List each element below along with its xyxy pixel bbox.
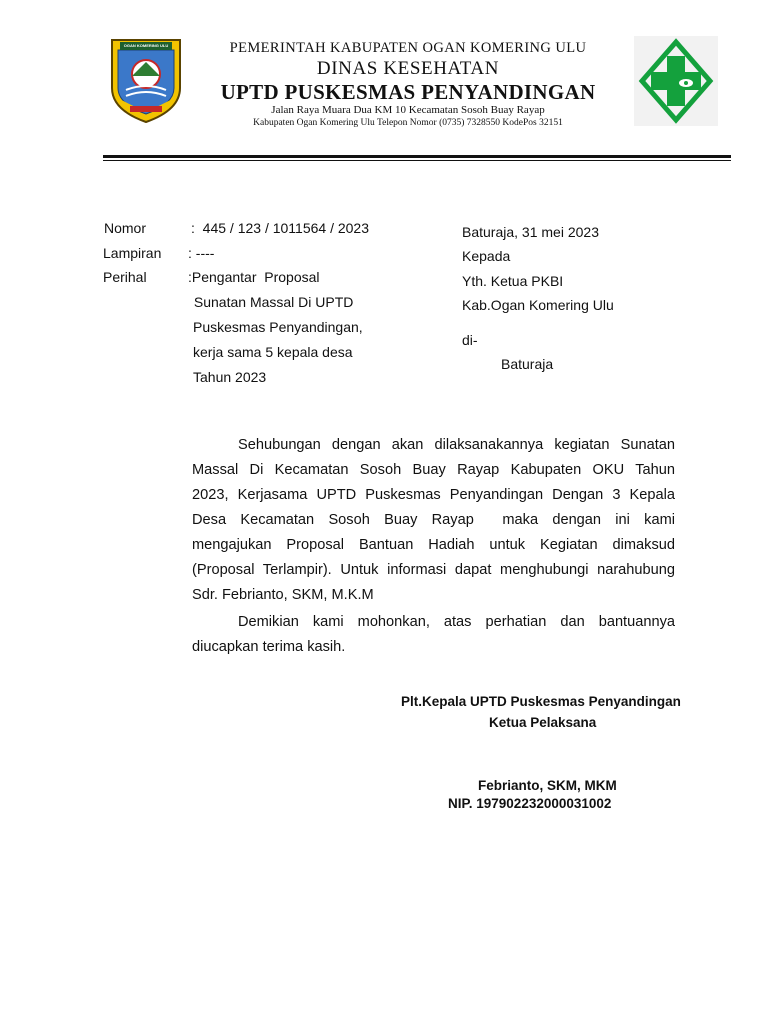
header-contact: Kabupaten Ogan Komering Ulu Telepon Nomor (0735) 7328550 KodePos 32151	[253, 118, 563, 128]
header-rule-thick	[103, 155, 731, 158]
paragraph-1-line: (Proposal Terlampir). Untuk informasi dapat menghubungi narahubung	[192, 562, 675, 578]
perihal-line-5: Tahun 2023	[193, 369, 267, 385]
paragraph-1-line: Massal Di Kecamatan Sosoh Buay Rayap Kabupaten OKU Tahun	[192, 462, 675, 478]
perihal-line-1: :Pengantar Proposal	[188, 269, 320, 285]
recipient-city: Baturaja	[501, 356, 554, 372]
header-address: Jalan Raya Muara Dua KM 10 Kecamatan Sosoh Buay Rayap	[271, 104, 545, 116]
crest-banner-text: OGAN KOMERING ULU	[123, 43, 169, 48]
perihal-line-2: Sunatan Massal Di UPTD	[190, 294, 354, 310]
letter-date: Baturaja, 31 mei 2023	[462, 224, 599, 240]
perihal-label: Perihal	[103, 269, 147, 285]
header-dept: DINAS KESEHATAN	[316, 58, 500, 79]
paragraph-2-line: diucapkan terima kasih.	[192, 639, 346, 655]
signature-title-1: Plt.Kepala UPTD Puskesmas Penyandingan	[401, 694, 681, 709]
nomor-value: : 445 / 123 / 1011564 / 2023	[191, 220, 370, 236]
header-rule-thin	[103, 160, 731, 161]
regency-crest-logo	[108, 36, 184, 124]
paragraph-1-line: 2023, Kerjasama UPTD Puskesmas Penyandingan Dengan 3 Kepala	[192, 487, 675, 503]
nomor-label: Nomor	[104, 220, 147, 236]
recipient-region: Kab.Ogan Komering Ulu	[462, 297, 614, 313]
lampiran-value: : ----	[188, 245, 215, 261]
paragraph-1-line: Sdr. Febrianto, SKM, M.K.M	[192, 587, 374, 603]
signature-nip: NIP. 197902232000031002	[448, 796, 612, 811]
perihal-line-3: Puskesmas Penyandingan,	[193, 319, 363, 335]
recipient-kepada: Kepada	[462, 248, 511, 264]
signature-title-2: Ketua Pelaksana	[489, 715, 597, 730]
puskesmas-green-cross-icon	[634, 36, 718, 126]
perihal-line-4: kerja sama 5 kepala desa	[193, 344, 353, 360]
body-paragraph-1	[192, 433, 675, 608]
header-unit: UPTD PUSKESMAS PENYANDINGAN	[220, 80, 596, 104]
body-paragraph-2	[192, 610, 675, 660]
header-gov: PEMERINTAH KABUPATEN OGAN KOMERING ULU	[229, 40, 587, 56]
lampiran-label: Lampiran	[103, 245, 162, 261]
signature-name: Febrianto, SKM, MKM	[478, 778, 617, 793]
paragraph-1-line: Sehubungan dengan akan dilaksanakannya kegiatan Sunatan	[238, 437, 675, 453]
paragraph-1-line: Desa Kecamatan Sosoh Buay Rayap maka dengan ini kami	[192, 512, 675, 528]
recipient-di: di-	[462, 332, 478, 348]
paragraph-1-line: mengajukan Proposal Bantuan Hadiah untuk Kegiatan dimaksud	[192, 537, 675, 553]
puskesmas-logo	[634, 36, 718, 126]
paragraph-2-line: Demikian kami mohonkan, atas perhatian dan bantuannya	[238, 614, 675, 630]
recipient-name: Yth. Ketua PKBI	[462, 273, 564, 289]
